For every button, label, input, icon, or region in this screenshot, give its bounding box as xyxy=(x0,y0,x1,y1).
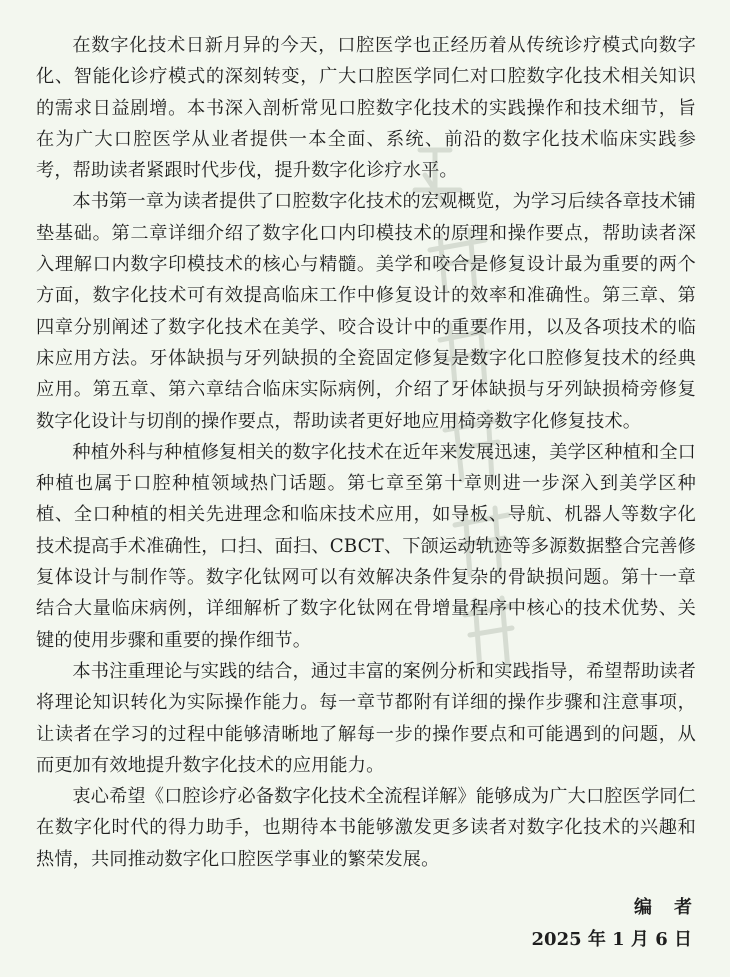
signature-role: 编者 xyxy=(634,897,714,918)
signature-date: 2025 年 1 月 6 日 xyxy=(531,929,692,950)
paragraph-3: 种植外科与种植修复相关的数字化技术在近年来发展迅速，美学区种植和全口种植也属于口腔种植领域热门话题。第七章至第十章则进一步深入到美学区种植、全口种植的相关先进理念和临床技术应用，如导板、导航、机器人等数字化技术提高手术准确性，口扫、面扫、CBCT、下颌运动轨迹等多源数据整合完善修复体设计与制作等。数字化钛网可以有效解决条件复杂的骨缺损问题。第十一章结合大量临床病例，详细解析了数字化钛网在骨增量程序中核心的技术优势、关键的使用步骤和重要的操作细节。 xyxy=(36,441,696,651)
paragraph-5: 衷心希望《口腔诊疗必备数字化技术全流程详解》能够成为广大口腔医学同仁在数字化时代的得力助手，也期待本书能够激发更多读者对数字化技术的兴趣和热情，共同推动数字化口腔医学事业的繁荣发展。 xyxy=(36,786,696,870)
preface-body xyxy=(36,30,696,875)
signature-block xyxy=(531,892,714,956)
paragraph-2: 本书第一章为读者提供了口腔数字化技术的宏观概览，为学习后续各章技术铺垫基础。第二章详细介绍了数字化口内印模技术的原理和操作要点，帮助读者深入理解口内数字印模技术的核心与精髓。美学和咬合是修复设计最为重要的两个方面，数字化技术可有效提高临床工作中修复设计的效率和准确性。第三章、第四章分别阐述了数字化技术在美学、咬合设计中的重要作用，以及各项技术的临床应用方法。牙体缺损与牙列缺损的全瓷固定修复是数字化口腔修复技术的经典应用。第五章、第六章结合临床实际病例，介绍了牙体缺损与牙列缺损椅旁修复数字化设计与切削的操作要点，帮助读者更好地应用椅旁数字化修复技术。 xyxy=(36,191,696,432)
paragraph-4: 本书注重理论与实践的结合，通过丰富的案例分析和实践指导，希望帮助读者将理论知识转化为实际操作能力。每一章节都附有详细的操作步骤和注意事项，让读者在学习的过程中能够清晰地了解每一步的操作要点和可能遇到的问题，从而更加有效地提升数字化技术的应用能力。 xyxy=(36,660,696,776)
paragraph-1: 在数字化技术日新月异的今天，口腔医学也正经历着从传统诊疗模式向数字化、智能化诊疗模式的深刻转变，广大口腔医学同仁对口腔数字化技术相关知识的需求日益剧增。本书深入剖析常见口腔数字化技术的实践操作和技术细节，旨在为广大口腔医学从业者提供一本全面、系统、前沿的数字化技术临床实践参考，帮助读者紧跟时代步伐，提升数字化诊疗水平。 xyxy=(36,35,696,182)
